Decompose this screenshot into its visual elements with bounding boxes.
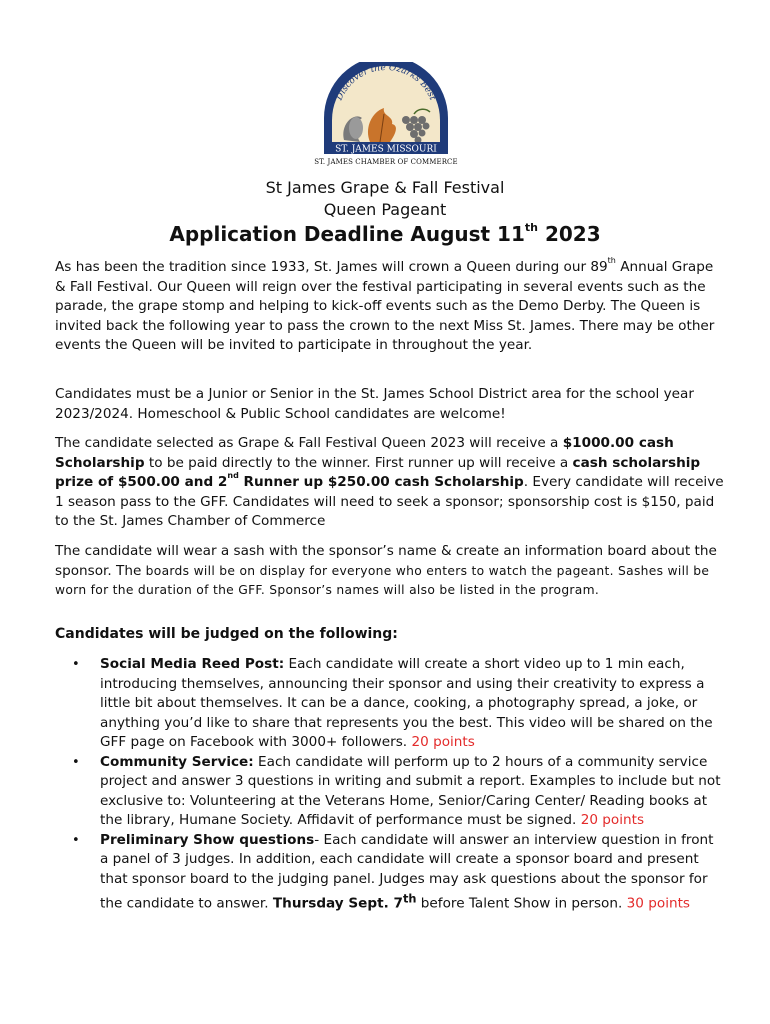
chamber-seal-icon [310,62,462,158]
list-item [55,655,725,753]
criteria-points: 20 points [580,812,645,828]
p4-text-b: boards will be on display for everyone who enters to watch the pageant. Sashes will be worn for the duration of the GFF. Sponsor’s names will also be listed in the program. [55,563,710,597]
criteria-title: Community Service: [100,753,254,770]
p3-bold-3: Runner up $250.00 cash Scholarship [238,474,524,490]
sash-paragraph [55,542,725,601]
deadline-prefix: Application Deadline August 11 [169,222,525,246]
deadline-suffix: 2023 [537,222,601,246]
criteria-title: Social Media Reed Post: [100,656,285,672]
p3-sup: nd [227,471,239,481]
p3-text-a: The candidate selected as Grape & Fall Festival Queen 2023 will receive a [55,435,563,451]
p3-bold-1: $1000.00 cash Scholarship [55,435,674,471]
criteria-text-tail: before Talent Show in person. [416,895,627,912]
criteria-text: Each candidate will create a short video up to 1 min each, introducing themselves, announcing their sponsor and using their creativity to express a little bit about themselves. It can be a dance, cooking, a photography spread, a joke, or anything you’d like to share that represents you the best. This video will be shared on the GFF page on Facebook with 3000+ followers. [100,656,713,750]
list-item [55,753,725,831]
p4-text-a: The candidate will wear a sash with the sponsor’s name & create an information board about the sponsor. The [55,543,717,579]
bullet-icon: • [72,754,80,770]
judging-criteria-list [55,655,725,914]
logo-banner-text: ST. JAMES MISSOURI [335,144,437,155]
scholarship-paragraph [55,434,725,532]
bullet-icon: • [72,657,80,672]
deadline-sup: th [524,221,538,235]
logo-arc-text: Discover the Ozarks Best [334,62,438,103]
p1-text-b: Annual Grape & Fall Festival. Our Queen will reign over the festival participating in several events such as the parade, the grape stomp and helping to kick-off events such as the Demo Derby. The Queen is invited back the following year to pass the crown to the next Miss St. James. There may be other events the Queen will be invited to participate in throughout the year. [55,259,715,353]
p1-text-a: As has been the tradition since 1933, St. James will crown a Queen during our 89 [55,259,608,275]
criteria-title: Preliminary Show questions [100,831,315,848]
pageant-subtitle: Queen Pageant [323,200,447,219]
p3-text-c: to be paid directly to the winner. First runner up will receive a [144,454,573,471]
application-deadline [0,222,770,246]
tradition-paragraph [55,258,725,356]
p3-bold-2: cash scholarship prize of $500.00 and 2 [55,454,701,490]
criteria-points: 20 points [411,734,475,750]
criteria-points: 30 points [626,895,690,912]
eligibility-paragraph: Candidates must be a Junior or Senior in the St. James School District area for the school year 2023/2024. Homeschool & Public School candidates are welcome! [55,386,694,422]
chamber-logo [310,62,462,172]
criteria-date: Thursday Sept. 7 [272,895,403,912]
list-item [55,831,725,915]
criteria-text: Each candidate will perform up to 2 hours of a community service project and answer 3 questions in writing and submit a report. Examples to include but not exclusive to: Volunteering at the Veterans Home, Senior/Caring Center/ Reading books at the library, Humane Society. Affidavit of performance must be signed. [100,753,721,828]
criteria-date-sup: th [403,891,417,905]
bullet-icon: • [72,832,80,848]
judging-heading: Candidates will be judged on the following: [55,626,398,642]
criteria-text: - Each candidate will answer an interview question in front a panel of 3 judges. In addition, each candidate will create a sponsor board and present that sponsor board to the judging panel. Judges may ask questions about the sponsor for the candidate to answer. [100,831,714,912]
festival-title: St James Grape & Fall Festival [265,178,505,197]
logo-caption: ST. JAMES CHAMBER OF COMMERCE [314,158,458,166]
p3-text-d: . Every candidate will receive 1 season pass to the GFF. Candidates will need to seek a sponsor; sponsorship cost is $150, paid to the St. James Chamber of Commerce [55,474,724,529]
p1-sup: th [607,256,616,266]
